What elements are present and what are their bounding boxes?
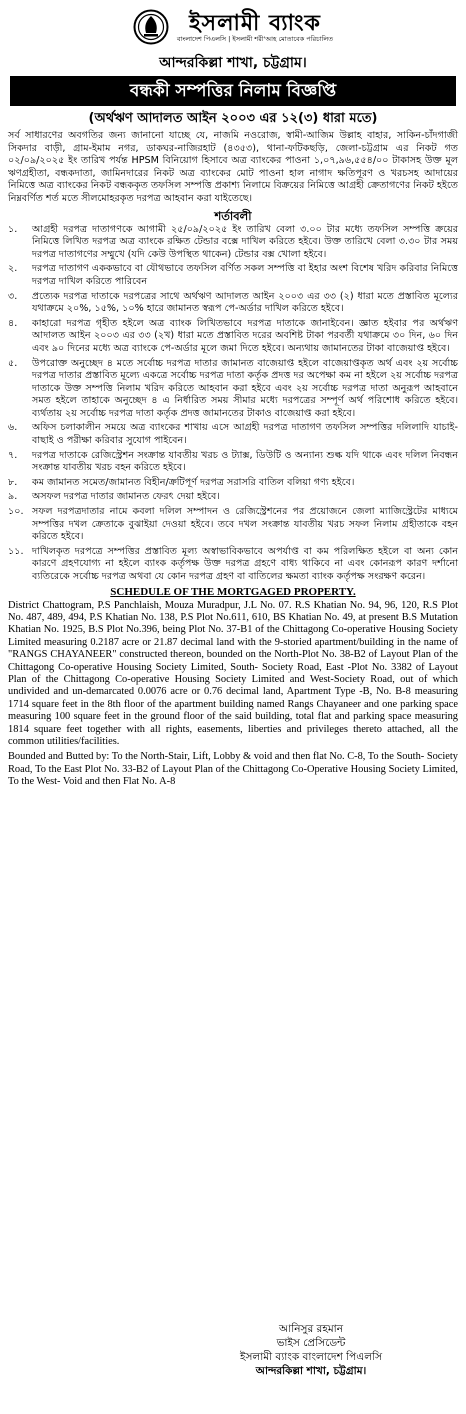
signatory-branch: আন্দরকিল্লা শাখা, চট্টগ্রাম। xyxy=(255,1365,367,1377)
condition-text: দরপত্র দাতাগণ এককভাবে বা যৌথভাবে তফসিল বর্ণিত সকল সম্পত্তি বা ইহার অংশ বিশেষ খরিদ করিবার নিমিত্তে দরপত্র দাখিল করিতে পারিবেন xyxy=(32,263,458,287)
conditions-heading: শর্তাবলী xyxy=(214,208,252,223)
condition-item xyxy=(8,422,458,447)
signatory-name: আনিসুর রহমান xyxy=(278,1323,343,1335)
branch-line: আন্দরকিল্লা শাখা, চট্টগ্রাম। xyxy=(159,55,307,71)
signatory-designation: ভাইস প্রেসিডেন্ট xyxy=(276,1337,346,1349)
brand-block xyxy=(177,11,333,44)
notice-subtitle: (অর্থঋণ আদালত আইন ২০০৩ এর ১২(৩) ধারা মতে) xyxy=(88,111,378,126)
condition-number: ৫. xyxy=(8,357,18,369)
conditions-list xyxy=(8,224,458,584)
condition-number: ১০. xyxy=(8,506,24,518)
condition-number: ৩. xyxy=(8,290,18,302)
schedule-heading: SCHEDULE OF THE MORTGAGED PROPERTY. xyxy=(110,585,356,598)
condition-text: কাহারো দরপত্র গৃহীত হইলে অত্র ব্যাংক লিখিতভাবে দরপত্র দাতাকে জানাইবেন। জ্ঞাত হইবার পর অর্থঋণ আদালত আইন ২০০৩ এর ৩৩ (২খ) ধারা মতে প্রস্তাবিত দরের অবশিষ্ট টাকা পরবর্তী যথাক্রমে ৩০ দিন, ৬০ দিন এবং ৯০ দিনের মধ্যে অত্র ব্যাংকে পে-অর্ডার মূলে জমা দিতে হইবে। অন্যথায় জামানতের টাকা বাজেয়াপ্ত হইবে। xyxy=(32,317,458,354)
condition-item xyxy=(8,491,458,504)
condition-text: দাখিলকৃত দরপত্রে সম্পত্তির প্রস্তাবিত মূল্য অস্বাভাবিকভাবে অপর্যাপ্ত বা কম পরিলক্ষিত হইলে বা অন্য কোন কারণে গ্রহণযোগ্য না হইলে ব্যাংক কর্তৃপক্ষ উক্ত দরপত্র গ্রহণে বাধ্য থাকিবে না এবং কোনরূপ কারণ দর্শানো ব্যতিরেকে সর্বোচ্চ দরপত্র অথবা যে কোন দরপত্র গ্রহণ বা বাতিলের ক্ষমতা ব্যাংক কর্তৃপক্ষ সংরক্ষণ করেন। xyxy=(32,545,458,582)
condition-number: ৬. xyxy=(8,422,18,434)
condition-item xyxy=(8,546,458,584)
condition-item xyxy=(8,358,458,421)
condition-item xyxy=(8,263,458,288)
condition-item xyxy=(8,450,458,475)
condition-text: আগ্রহী দরপত্র দাতাগণকে আগামী ২৫/০৯/২০২৫ ইং তারিখ বেলা ৩.০০ টার মধ্যে তফসিল সম্পত্তি ক্রয়ের নিমিত্তে লিখিত দরপত্র অত্র ব্যাংকে রক্ষিত টেন্ডার বক্সে দাখিল করিতে হইবে। উক্ত তারিখে বেলা ৩.৩০ টার সময় দরপত্র দাতাগণের সম্মুখে (যদি কেউ উপস্থিত থাকেন) টেন্ডার বক্স খোলা হইবে। xyxy=(32,223,458,260)
signatory-bank: ইসলামী ব্যাংক বাংলাদেশ পিএলসি xyxy=(239,1351,383,1363)
condition-text: দরপত্র দাতাকে রেজিস্ট্রেশন সংক্রান্ত যাবতীয় খরচ ও ট্যাক্স, ডিউটি ও অন্যান্য শুল্ক যদি থাকে এবং দলিল নিবন্ধন সংক্রান্ত যাবতীয় খরচ বহন করিতে হইবে। xyxy=(32,449,458,474)
condition-item xyxy=(8,291,458,316)
condition-text: অফিস চলাকালীন সময়ে অত্র ব্যাংকের শাখায় এসে আগ্রহী দরপত্র দাতাগণ তফসিল সম্পত্তির দলিলাদি যাচাই-বাছাই ও পরীক্ষা করিবার সুযোগ পাইবেন। xyxy=(32,422,458,447)
condition-text: সফল দরপত্রদাতার নামে কবলা দলিল সম্পাদন ও রেজিস্ট্রেশনের পর প্রয়োজনে জেলা ম্যাজিস্ট্রেটের মাধ্যমে সম্পত্তির দখল ক্রেতাকে বুঝাইয়া দেওয়া হইবে। তবে দখল সংক্রান্ত যাবতীয় খরচ সফল নিলাম গ্রহীতাকে বহন করিতে হইবে। xyxy=(32,506,458,543)
bank-subtitle: বাংলাদেশ পিএলসি | ইসলামী শরী'আহ মোতাবেক পরিচালিত xyxy=(176,34,334,43)
condition-item xyxy=(8,318,458,356)
bank-logo-icon xyxy=(133,9,169,45)
notice-title: বন্ধকী সম্পত্তির নিলাম বিজ্ঞপ্তি xyxy=(10,76,456,106)
condition-item xyxy=(8,477,458,490)
condition-text: উপরোক্ত অনুচ্ছেদ ৪ মতে সর্বোচ্চ দরপত্র দাতার জামানত বাজেয়াপ্ত হইলে বাজেয়াপ্তকৃত অর্থ এবং ২য় সর্বোচ্চ দরপত্র দাতার প্রস্তাবিত মূল্যে একত্রে সর্বোচ্চ দরপত্র দাতা কর্তৃক প্রদত্ত দর অপেক্ষা কম না হইলে ২য় সর্বোচ্চ দরপত্র দাতাকে উক্ত সম্পত্তি নিলাম খরিদ করিতে আহবান করা হইবে এবং ২য় সর্বোচ্চ দরপত্র দাতা অনুরূপ আহবানে সমত হইলে তাহাকে অনুচ্ছেদ ৪ এ নির্ধারিত সময় সীমার মধ্যে দরপত্রের সম্পূর্ণ অর্থ পরিশোধ করিতে হইবে। ব্যর্থতায় ২য় সর্বোচ্চ দরপত্র দাতা কর্তৃক প্রদত্ত জামানতের টাকাও বাজেয়াপ্ত করা হইবে। xyxy=(32,357,458,419)
condition-number: ১১. xyxy=(8,545,24,557)
condition-number: ২. xyxy=(8,263,18,275)
boundary-paragraph: Bounded and Butted by: To the North-Stair, Lift, Lobby & void and then flat No. C-8, To the South- Society Road, To the East Plot No. 33-B2 of Layout Plan of the Chittagong Co-Operative Housing Society Limited, To the West- Void and then Flat No. A-8 xyxy=(8,751,458,788)
bank-header xyxy=(8,6,458,48)
intro-paragraph: সর্ব সাধারণের অবগতির জন্য জানানো যাচ্ছে যে, নাজমি নওরোজ, স্বামী-আজিম উল্লাহ বাহার, সাকিন-চাঁদগাজী সিকদার বাড়ী, গ্রাম-ইমাম নগর, ডাকঘর-নাজিরহাট (৪৩৫৩), থানা-ফটিকছড়ি, জেলা-চট্টগ্রাম এর নিকট গত ০২/০৯/২০২৫ ইং তারিখ পর্যন্ত HPSM বিনিয়োগ হিসাবে অত্র ব্যাংকের পাওনা ১,০৭,৯৬,৫৫৪/০০ টাকাসহ উক্ত মূল ঋণগ্রহীতা, বন্ধকদাতা, জামিনদারের নিকট অত্র ব্যাংকের মোট পাওনা হাল নাগাদ ক্ষতিপূরণ ও খরচসহ আদায়ের নিমিত্তে অত্র ব্যাংকের নিকট বন্ধককৃত তফসিল সম্পত্তি প্রকাশ্য নিলামে বিক্রয়ের নিমিত্তে আগ্রহী ক্রেতাগণের নিকট হইতে নিম্নবর্ণিত শর্ত মতে সীলমোহরকৃত দরপত্র আহবান করা যাইতেছে। xyxy=(8,130,458,204)
schedule-paragraph: District Chattogram, P.S Panchlaish, Mouza Muradpur, J.L No. 07. R.S Khatian No. 94, 96, 120, R.S Plot No. 487, 489, 494, P.S Khatian No. 138, P.S Plot No.611, 610, BS Khatian No. 49, at present B.S Mutation Khatian No. 1925, B.S Plot No.396, being Plot No. 37-B1 of the Chittagong Co-operative Housing Society Limited measuring 0.2187 acre or 21.87 decimal land with the 9-storied apartment/building in the name of "RANGS CHAYANEER" constructed thereon, bounded on the North-Plot No. 38-B2 of Layout Plan of the Chittagong Co-operative Housing Society Limited, South- Society Road, East -Plot No. 3382 of Layout Plan of the Chittagong Co-operative Housing Society Limited and West-Society Road, out of which undivided and un-demarcated 0.0076 acre or 0.76 decimal land, Apartment Type -B, No. B-8 measuring 1714 square feet in the 8th floor of the apartment building named Rangs Chayaneer and one parking space measuring 100 square feet in the ground floor of the said building, total flat and parking space measuring 1814 square feet together with all rights, easements, liberties and privileges thereto attached, all the common utilities/facilities. xyxy=(8,599,458,748)
condition-text: অসফল দরপত্র দাতার জামানত ফেরৎ দেয়া হইবে। xyxy=(32,491,220,503)
condition-number: ১. xyxy=(8,223,18,235)
signature-block xyxy=(216,1322,406,1378)
condition-text: প্রত্যেক দরপত্র দাতাকে দরপত্রের সাথে অর্থঋণ আদালত আইন ২০০৩ এর ৩৩ (২) ধারা মতে প্রস্তাবিত মূল্যের যথাক্রমে ২০%, ১৫%, ১০% হারে জামানত স্বরূপ পে-অর্ডার দাখিল করিতে হইবে। xyxy=(32,290,458,315)
condition-text: কম জামানত সমেত/জামানত বিহীন/ক্রটিপূর্ণ দরপত্র সরাসরি বাতিল বলিয়া গণ্য হইবে। xyxy=(32,476,355,488)
condition-number: ৭. xyxy=(8,449,18,461)
condition-item xyxy=(8,506,458,544)
condition-number: ৪. xyxy=(8,317,18,329)
bank-name: ইসলামী ব্যাংক xyxy=(189,9,321,36)
condition-item xyxy=(8,224,458,262)
condition-number: ৮. xyxy=(8,476,18,488)
condition-number: ৯. xyxy=(8,491,18,503)
